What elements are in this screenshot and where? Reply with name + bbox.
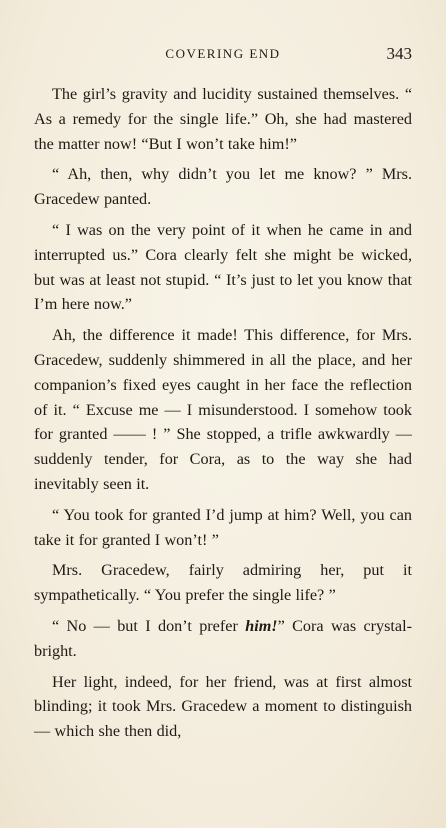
paragraph-8: Her light, indeed, for her friend, was at first almost blinding; it took Mrs. Gracedew a moment to distinguish — which she then did, (34, 672, 412, 741)
paragraph-7-before: “ No — but I don’t prefer (52, 616, 246, 635)
paragraph-5: “ You took for granted I’d jump at him? Well, you can take it for granted I won’t! ” (34, 505, 412, 549)
paragraph-2: “ Ah, then, why didn’t you let me know? ” Mrs. Gracedew panted. (34, 165, 412, 209)
paragraph-4: Ah, the difference it made! This difference, for Mrs. Gracedew, suddenly shimmered in all the place, and her companion’s fixed eyes caught in her face the reflection of it. “ Excuse me — I misunderstood. I somehow took for granted —— ! ” She stopped, a trifle awkwardly — suddenly tender, for Cora, as to the way she had inevitably seen it. (34, 326, 412, 493)
paragraph-6: Mrs. Gracedew, fairly admiring her, put it sympathetically. “ You prefer the single life? ” (34, 561, 412, 605)
running-title: COVERING END (165, 46, 281, 61)
paragraph-7-after: ” Cora was crystal-bright. (34, 616, 413, 660)
paragraph-7 (34, 614, 412, 664)
paragraph-3: “ I was on the very point of it when he came in and interrupted us.” Cora clearly felt she might be wicked, but was at least not stupid. “ It’s just to let you know that I’m here now.” (34, 220, 412, 314)
paragraph-1: The girl’s gravity and lucidity sustained themselves. “ As a remedy for the single life.” Oh, she had mastered the matter now! “But I won’t take him!” (34, 85, 412, 153)
page-number: 343 (386, 44, 412, 63)
body-text (34, 82, 412, 750)
running-head (34, 44, 412, 66)
paragraph-7-emphasis: him! (245, 616, 278, 635)
